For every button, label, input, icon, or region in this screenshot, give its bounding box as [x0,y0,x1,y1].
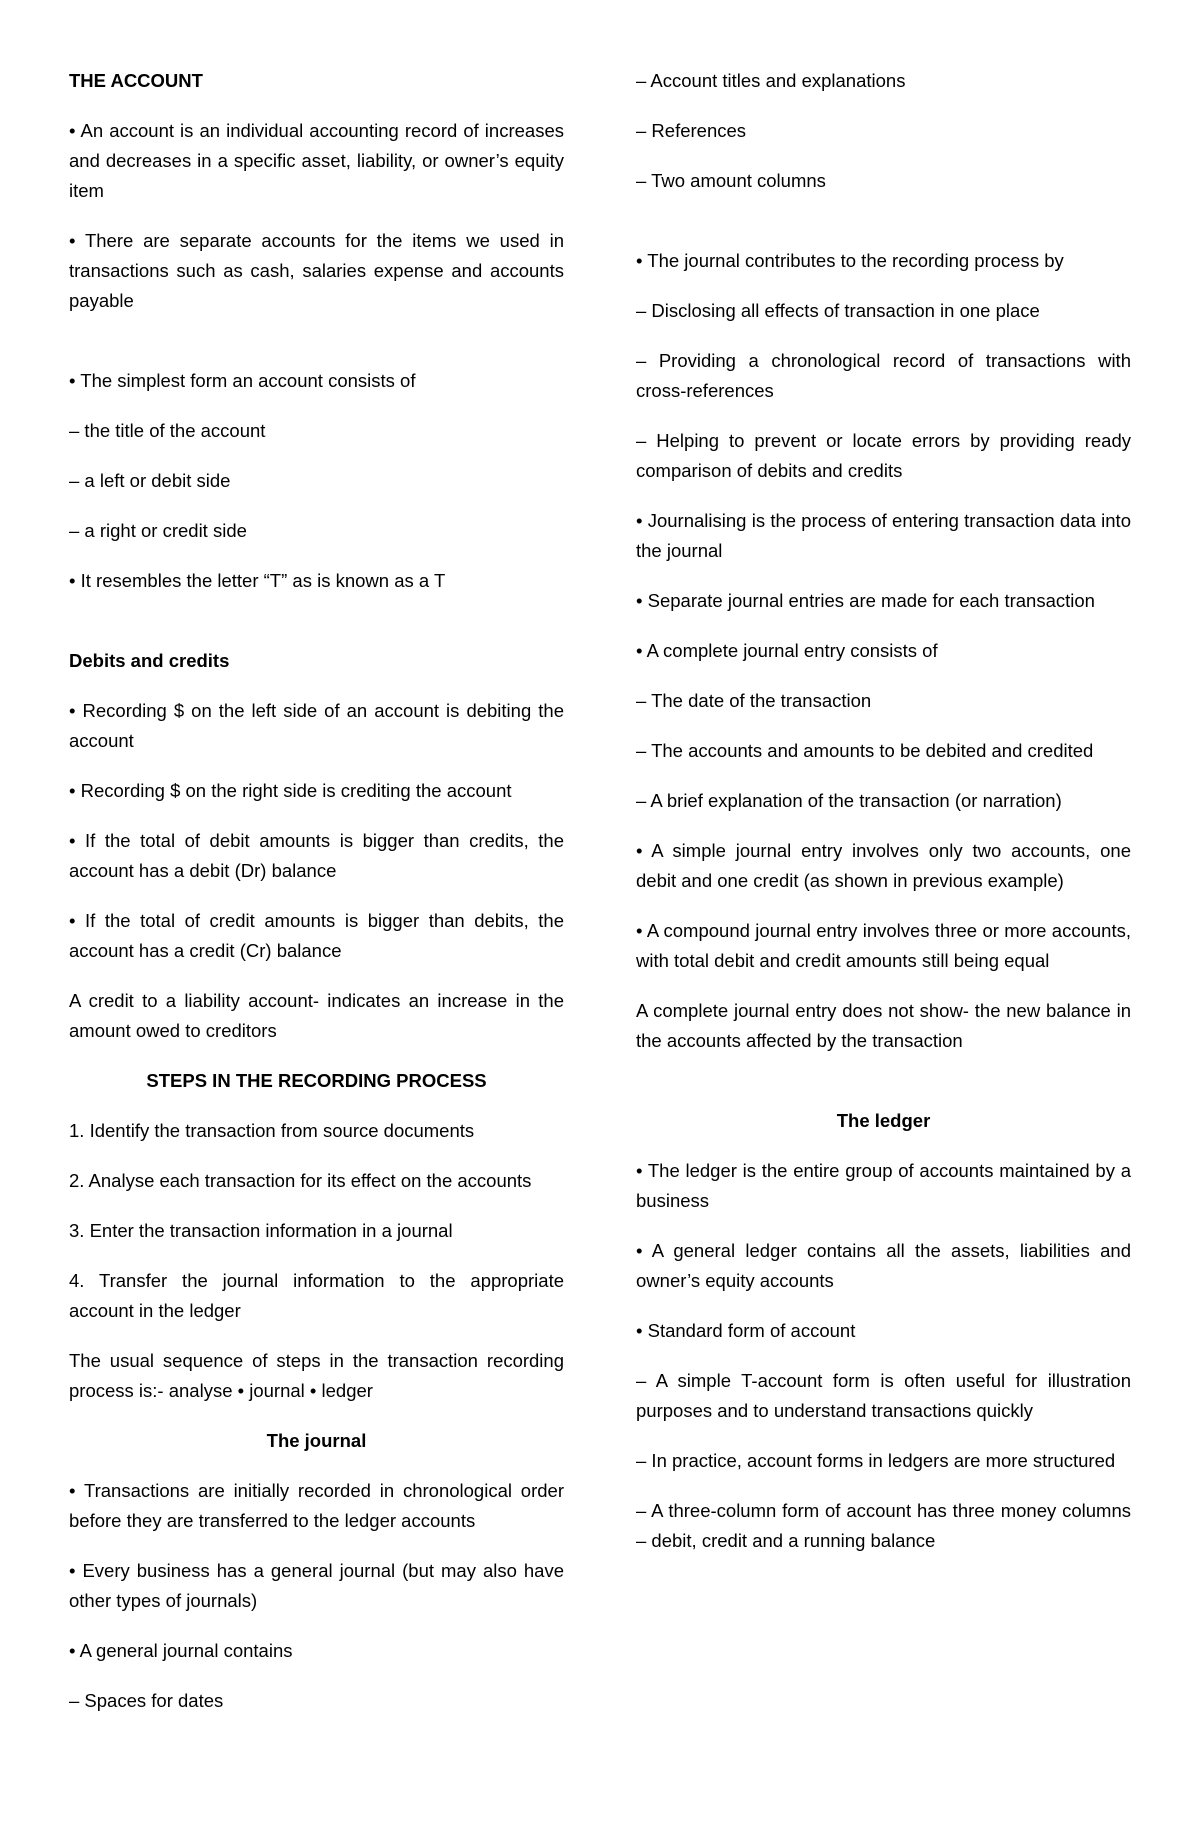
section-title-ledger: The ledger [836,1110,931,1131]
list-item: – Providing a chronological record of transactions with cross-references [636,350,1131,401]
right-column [636,66,1131,1556]
paragraph: • If the total of credit amounts is bigger than debits, the account has a credit (Cr) balance [69,910,564,961]
paragraph: • A simple journal entry involves only two accounts, one debit and one credit (as shown in previous example) [636,840,1131,891]
left-column [69,66,564,1716]
paragraph: • Recording $ on the left side of an account is debiting the account [69,700,564,751]
step-item: 3. Enter the transaction information in a journal [69,1220,453,1241]
list-item: – a left or debit side [69,470,231,491]
paragraph: • A general ledger contains all the assets, liabilities and owner’s equity accounts [636,1240,1131,1291]
section-title-journal: The journal [266,1430,367,1451]
paragraph: • If the total of debit amounts is bigger than credits, the account has a debit (Dr) balance [69,830,564,881]
paragraph: • A compound journal entry involves three or more accounts, with total debit and credit amounts still being equal [636,920,1131,971]
list-item: – Helping to prevent or locate errors by providing ready comparison of debits and credits [636,430,1131,481]
list-item: – References [636,120,747,141]
paragraph: • It resembles the letter “T” as is known as a T [69,570,446,591]
step-item: 2. Analyse each transaction for its effect on the accounts [69,1170,532,1191]
paragraph: • There are separate accounts for the items we used in transactions such as cash, salaries expense and accounts payable [69,230,564,311]
paragraph: A complete journal entry does not show- the new balance in the accounts affected by the transaction [636,1000,1131,1051]
paragraph: • Standard form of account [636,1320,856,1341]
paragraph: • An account is an individual accounting record of increases and decreases in a specific asset, liability, or owner’s equity item [69,120,564,201]
paragraph: The usual sequence of steps in the transaction recording process is:- analyse • journal • ledger [69,1350,564,1401]
paragraph: • Journalising is the process of entering transaction data into the journal [636,510,1131,561]
paragraph: • Separate journal entries are made for each transaction [636,590,1095,611]
list-item: – In practice, account forms in ledgers are more structured [636,1450,1116,1471]
list-item: – Disclosing all effects of transaction in one place [636,300,1040,321]
paragraph: • A general journal contains [69,1640,293,1661]
paragraph: • Every business has a general journal (but may also have other types of journals) [69,1560,564,1611]
list-item: – Account titles and explanations [636,70,906,91]
step-item: 1. Identify the transaction from source documents [69,1120,475,1141]
list-item: – A three-column form of account has three money columns – debit, credit and a running balance [636,1500,1131,1551]
list-item: – A simple T-account form is often useful for illustration purposes and to understand transactions quickly [636,1370,1131,1421]
list-item: – Two amount columns [636,170,826,191]
list-item: – a right or credit side [69,520,247,541]
paragraph: • Transactions are initially recorded in chronological order before they are transferred to the ledger accounts [69,1480,564,1531]
list-item: – the title of the account [69,420,266,441]
paragraph: • The journal contributes to the recording process by [636,250,1064,271]
step-item: 4. Transfer the journal information to the appropriate account in the ledger [69,1270,564,1321]
paragraph: A credit to a liability account- indicates an increase in the amount owed to creditors [69,990,564,1041]
list-item: – Spaces for dates [69,1690,224,1711]
paragraph: • The ledger is the entire group of accounts maintained by a business [636,1160,1131,1211]
list-item: – The accounts and amounts to be debited and credited [636,740,1094,761]
list-item: – A brief explanation of the transaction (or narration) [636,790,1062,811]
paragraph: • Recording $ on the right side is crediting the account [69,780,512,801]
section-title-the-account: THE ACCOUNT [69,70,203,91]
paragraph: • A complete journal entry consists of [636,640,938,661]
section-title-debits-credits: Debits and credits [69,650,230,671]
paragraph: • The simplest form an account consists of [69,370,416,391]
list-item: – The date of the transaction [636,690,872,711]
section-title-steps: STEPS IN THE RECORDING PROCESS [146,1070,487,1091]
